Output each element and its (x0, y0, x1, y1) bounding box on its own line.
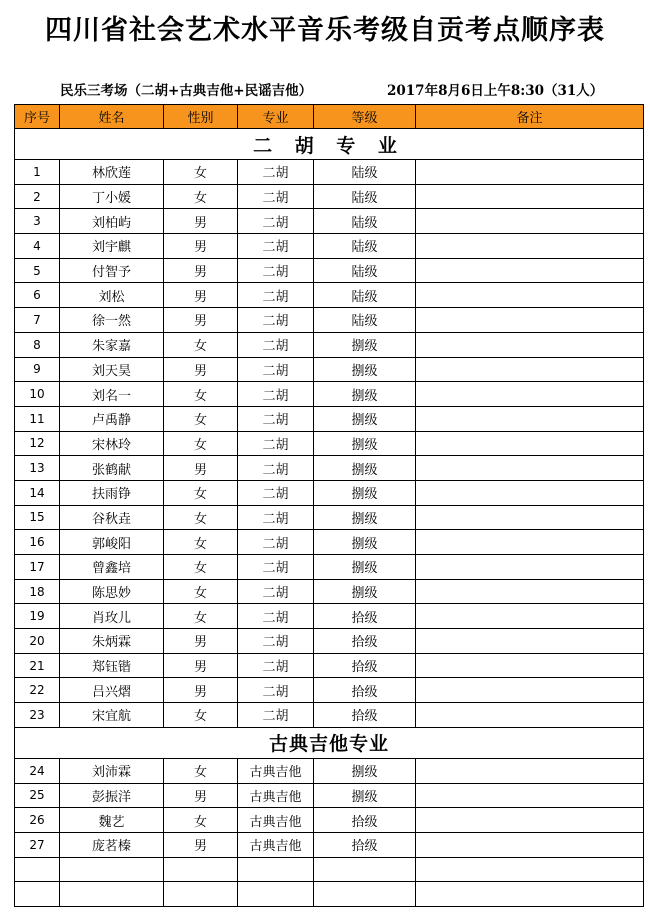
table-row (15, 283, 644, 308)
cell-gender: 男 (164, 283, 238, 308)
cell-remark (416, 678, 644, 703)
cell-gender: 男 (164, 258, 238, 283)
table-row (15, 783, 644, 808)
cell-major: 二胡 (238, 629, 314, 654)
cell-major: 二胡 (238, 505, 314, 530)
cell-major: 古典吉他 (238, 808, 314, 833)
cell-gender: 女 (164, 555, 238, 580)
cell-level: 拾级 (314, 653, 416, 678)
cell-seq: 13 (15, 456, 60, 481)
cell-gender: 男 (164, 357, 238, 382)
cell-name: 宋林玲 (60, 431, 164, 456)
cell-remark (416, 530, 644, 555)
cell-gender: 女 (164, 530, 238, 555)
cell-level (314, 857, 416, 882)
cell-remark (416, 758, 644, 783)
cell-seq: 21 (15, 653, 60, 678)
cell-name: 刘名一 (60, 382, 164, 407)
table-row (15, 629, 644, 654)
table-row (15, 456, 644, 481)
cell-remark (416, 431, 644, 456)
section-title: 二 胡 专 业 (15, 129, 644, 160)
cell-remark (416, 209, 644, 234)
cell-seq: 25 (15, 783, 60, 808)
cell-major: 二胡 (238, 332, 314, 357)
cell-major: 二胡 (238, 604, 314, 629)
cell-remark (416, 308, 644, 333)
cell-name: 朱炳霖 (60, 629, 164, 654)
cell-remark (416, 234, 644, 259)
cell-remark (416, 456, 644, 481)
cell-name: 吕兴熠 (60, 678, 164, 703)
cell-name: 林欣莲 (60, 160, 164, 185)
cell-level: 捌级 (314, 357, 416, 382)
table-row (15, 604, 644, 629)
cell-level: 捌级 (314, 758, 416, 783)
cell-remark (416, 882, 644, 907)
table-body (15, 129, 644, 907)
cell-name: 付智予 (60, 258, 164, 283)
table-row (15, 480, 644, 505)
cell-seq: 23 (15, 703, 60, 728)
cell-name: 刘松 (60, 283, 164, 308)
table-row (15, 579, 644, 604)
cell-seq: 1 (15, 160, 60, 185)
cell-level: 捌级 (314, 530, 416, 555)
empty-row (15, 857, 644, 882)
cell-level: 捌级 (314, 555, 416, 580)
cell-seq: 11 (15, 406, 60, 431)
cell-level: 拾级 (314, 832, 416, 857)
header-seq: 序号 (15, 105, 60, 129)
cell-remark (416, 579, 644, 604)
table-row (15, 678, 644, 703)
cell-level (314, 882, 416, 907)
cell-level: 陆级 (314, 283, 416, 308)
cell-level: 陆级 (314, 258, 416, 283)
cell-level: 捌级 (314, 456, 416, 481)
cell-level: 捌级 (314, 480, 416, 505)
schedule-table (14, 104, 644, 907)
page-title: 四川省社会艺术水平音乐考级自贡考点顺序表 (45, 15, 605, 46)
cell-remark (416, 283, 644, 308)
cell-gender: 女 (164, 184, 238, 209)
cell-level: 拾级 (314, 629, 416, 654)
cell-gender: 男 (164, 456, 238, 481)
cell-gender: 女 (164, 604, 238, 629)
table-row (15, 431, 644, 456)
header-major: 专业 (238, 105, 314, 129)
cell-name (60, 882, 164, 907)
cell-gender: 男 (164, 783, 238, 808)
table-row (15, 332, 644, 357)
table-row (15, 308, 644, 333)
cell-name: 卢禹静 (60, 406, 164, 431)
cell-remark (416, 832, 644, 857)
cell-major: 二胡 (238, 703, 314, 728)
cell-major: 古典吉他 (238, 783, 314, 808)
cell-major: 二胡 (238, 184, 314, 209)
cell-major: 二胡 (238, 160, 314, 185)
cell-major: 古典吉他 (238, 758, 314, 783)
cell-major: 二胡 (238, 258, 314, 283)
cell-seq: 4 (15, 234, 60, 259)
table-row (15, 703, 644, 728)
cell-gender: 女 (164, 808, 238, 833)
cell-name: 徐一然 (60, 308, 164, 333)
cell-gender: 女 (164, 406, 238, 431)
header-level: 等级 (314, 105, 416, 129)
cell-seq: 10 (15, 382, 60, 407)
exam-venue: 民乐三考场（二胡+古典吉他+民谣吉他） (60, 83, 313, 99)
cell-seq (15, 857, 60, 882)
cell-gender: 女 (164, 579, 238, 604)
section-title: 古典吉他专业 (15, 727, 644, 758)
cell-level: 捌级 (314, 382, 416, 407)
cell-name: 宋宜航 (60, 703, 164, 728)
cell-name: 魏艺 (60, 808, 164, 833)
exam-datetime: 2017年8月6日上午8:30（31人） (387, 83, 604, 99)
cell-major: 二胡 (238, 555, 314, 580)
cell-seq (15, 882, 60, 907)
cell-gender: 女 (164, 703, 238, 728)
cell-name: 张鹤献 (60, 456, 164, 481)
cell-gender: 女 (164, 160, 238, 185)
cell-remark (416, 629, 644, 654)
cell-gender: 女 (164, 382, 238, 407)
cell-name: 庞茗榛 (60, 832, 164, 857)
cell-seq: 14 (15, 480, 60, 505)
table-row (15, 758, 644, 783)
cell-seq: 2 (15, 184, 60, 209)
table-row (15, 357, 644, 382)
table-row (15, 234, 644, 259)
table-row (15, 653, 644, 678)
cell-name: 陈思妙 (60, 579, 164, 604)
cell-remark (416, 505, 644, 530)
cell-remark (416, 406, 644, 431)
cell-seq: 12 (15, 431, 60, 456)
cell-name: 谷秋垚 (60, 505, 164, 530)
cell-remark (416, 258, 644, 283)
cell-name: 郑钰锴 (60, 653, 164, 678)
cell-major (238, 857, 314, 882)
table-row (15, 406, 644, 431)
cell-level: 拾级 (314, 678, 416, 703)
cell-seq: 18 (15, 579, 60, 604)
cell-gender: 女 (164, 332, 238, 357)
cell-remark (416, 382, 644, 407)
cell-name: 刘沛霖 (60, 758, 164, 783)
table-row (15, 209, 644, 234)
cell-name: 彭振洋 (60, 783, 164, 808)
cell-gender: 男 (164, 629, 238, 654)
table-row (15, 258, 644, 283)
cell-seq: 19 (15, 604, 60, 629)
cell-level: 捌级 (314, 406, 416, 431)
cell-major: 二胡 (238, 431, 314, 456)
cell-name (60, 857, 164, 882)
cell-gender: 女 (164, 480, 238, 505)
cell-level: 陆级 (314, 308, 416, 333)
cell-seq: 8 (15, 332, 60, 357)
table-row (15, 555, 644, 580)
cell-level: 拾级 (314, 604, 416, 629)
cell-name: 刘天昊 (60, 357, 164, 382)
cell-major: 二胡 (238, 480, 314, 505)
cell-major (238, 882, 314, 907)
cell-gender: 男 (164, 209, 238, 234)
table-row (15, 832, 644, 857)
cell-seq: 3 (15, 209, 60, 234)
empty-row (15, 882, 644, 907)
cell-remark (416, 604, 644, 629)
cell-remark (416, 783, 644, 808)
cell-remark (416, 555, 644, 580)
cell-name: 肖玫儿 (60, 604, 164, 629)
header-gender: 性别 (164, 105, 238, 129)
cell-name: 曾鑫培 (60, 555, 164, 580)
table-row (15, 808, 644, 833)
cell-seq: 7 (15, 308, 60, 333)
cell-gender (164, 857, 238, 882)
cell-name: 郭峻阳 (60, 530, 164, 555)
cell-gender: 女 (164, 758, 238, 783)
cell-remark (416, 808, 644, 833)
cell-major: 二胡 (238, 653, 314, 678)
cell-seq: 9 (15, 357, 60, 382)
cell-major: 二胡 (238, 209, 314, 234)
cell-name: 刘柏屿 (60, 209, 164, 234)
cell-name: 刘宇麒 (60, 234, 164, 259)
table-row (15, 530, 644, 555)
cell-major: 二胡 (238, 382, 314, 407)
cell-major: 古典吉他 (238, 832, 314, 857)
cell-name: 朱家嘉 (60, 332, 164, 357)
cell-level: 陆级 (314, 184, 416, 209)
cell-remark (416, 703, 644, 728)
table-row (15, 184, 644, 209)
cell-major: 二胡 (238, 283, 314, 308)
cell-seq: 5 (15, 258, 60, 283)
cell-level: 捌级 (314, 505, 416, 530)
cell-remark (416, 184, 644, 209)
cell-major: 二胡 (238, 530, 314, 555)
cell-remark (416, 480, 644, 505)
cell-level: 陆级 (314, 234, 416, 259)
cell-gender: 男 (164, 832, 238, 857)
cell-seq: 22 (15, 678, 60, 703)
cell-remark (416, 653, 644, 678)
cell-seq: 20 (15, 629, 60, 654)
cell-seq: 17 (15, 555, 60, 580)
cell-gender (164, 882, 238, 907)
cell-seq: 6 (15, 283, 60, 308)
cell-name: 丁小媛 (60, 184, 164, 209)
cell-major: 二胡 (238, 234, 314, 259)
cell-seq: 15 (15, 505, 60, 530)
cell-level: 捌级 (314, 783, 416, 808)
header-remark: 备注 (416, 105, 644, 129)
section-header-row (15, 727, 644, 758)
cell-gender: 男 (164, 308, 238, 333)
cell-name: 扶雨铮 (60, 480, 164, 505)
cell-major: 二胡 (238, 678, 314, 703)
cell-gender: 女 (164, 431, 238, 456)
cell-major: 二胡 (238, 357, 314, 382)
cell-gender: 女 (164, 505, 238, 530)
cell-remark (416, 857, 644, 882)
cell-level: 陆级 (314, 160, 416, 185)
table-row (15, 160, 644, 185)
table-row (15, 505, 644, 530)
cell-remark (416, 357, 644, 382)
cell-gender: 男 (164, 234, 238, 259)
cell-gender: 男 (164, 653, 238, 678)
cell-seq: 27 (15, 832, 60, 857)
cell-seq: 16 (15, 530, 60, 555)
table-row (15, 382, 644, 407)
cell-remark (416, 332, 644, 357)
cell-level: 捌级 (314, 431, 416, 456)
cell-major: 二胡 (238, 308, 314, 333)
cell-level: 拾级 (314, 808, 416, 833)
cell-major: 二胡 (238, 406, 314, 431)
cell-level: 拾级 (314, 703, 416, 728)
cell-gender: 男 (164, 678, 238, 703)
cell-major: 二胡 (238, 456, 314, 481)
table-header-row (15, 105, 644, 129)
section-header-row (15, 129, 644, 160)
cell-seq: 26 (15, 808, 60, 833)
cell-level: 陆级 (314, 209, 416, 234)
cell-level: 捌级 (314, 332, 416, 357)
cell-remark (416, 160, 644, 185)
cell-seq: 24 (15, 758, 60, 783)
cell-level: 捌级 (314, 579, 416, 604)
header-name: 姓名 (60, 105, 164, 129)
cell-major: 二胡 (238, 579, 314, 604)
